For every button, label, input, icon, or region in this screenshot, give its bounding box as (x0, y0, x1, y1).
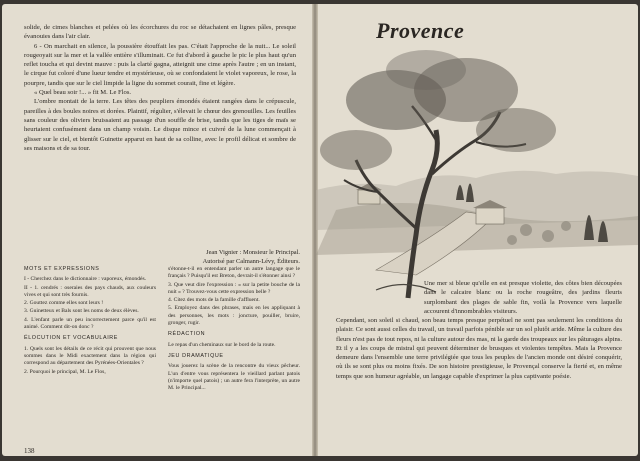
exercise-item: 4. Citez des mots de la famille d'affluent. (168, 297, 260, 304)
exercise-item: 2. Pourquoi le principal, M. Le Flos, (24, 368, 106, 375)
paragraph: « Quel beau soir !... » fit M. Le Flos. (34, 89, 132, 97)
section-heading: ÉLOCUTION ET VOCABULAIRE (24, 335, 118, 342)
paragraph: 6 - On marchait en silence, la poussière étouffait les pas. C'était l'approche de la nuit... Le soleil rougeoyait sur la mer et la vallée entière s'illuminait. Ce fut d'abord à gauche le pic le plus haut qu'un reflet toucha et qui devint mauve : puis la clarté gagna, atteignit une cime après l'autre ; en un instant, le cirque fut coloré d'une lueur tendre et mystérieuse, où se confondaient le violet vaporeux, le rose, la pourpre, tandis que sur le ciel limpide la ligne du sommet courait, fine et légère. (24, 42, 296, 87)
exercise-column-2 (168, 266, 300, 393)
page-number: 138 (24, 447, 35, 455)
page-title: Provence (376, 18, 465, 43)
intro-paragraph: Une mer si bleue qu'elle en est presque violette, des côtes bien découpées dans le calcaire blanc ou la roche rougeâtre, des jardins fleuris surplombant des plages de sable fin, voilà la Provence vers laquelle accourent d'innombrables visiteurs. (424, 280, 622, 315)
exercise-item: Vous jouerez la scène de la rencontre du vieux pêcheur. L'un d'entre vous représentera le vieillard parlant patois (n'importe quel patois) ; un autre fera l'interprète, un autre M. le Principal... (168, 363, 300, 392)
source-citation (140, 249, 300, 266)
provence-illustration (316, 40, 638, 300)
section-heading: RÉDACTION (168, 331, 206, 338)
paragraph: L'ombre montait de la terre. Les têtes des peupliers émondés étaient rangées dans le crépuscule, pareilles à des boules noires et dorées. Plaintif, régulier, s'élevait le chœur des grenouilles. Les feuilles sans couleur des oliviers bruissaient au passage d'un souffle de brise, tandis que les tiges de maïs se heurtaient confusément dans un champ voisin. Le disque mince et cuivré de la lune commençait à glisser sur le ciel, et bientôt Guinette apparut en haut de sa colline, avec le profil délicat et sombre de ses maisons et de sa tour. (24, 98, 296, 152)
exercise-item: 3. Que veut dire l'expression : « sur la petite bouche de la nuit » ? Trouvez-vous cette expression belle ? (168, 281, 300, 295)
section-heading: MOTS ET EXPRESSIONS (24, 266, 100, 272)
left-main-text (24, 23, 296, 153)
exercise-item: 2. Gouttez comme elles sont leurs ! (24, 300, 104, 307)
section-heading: JEU DRAMATIQUE (168, 352, 224, 359)
exercise-item: II - 1. cendrés : oseraies des pays chauds, aux couleurs vives et qui sont très fournis. (24, 284, 156, 298)
source-line: Jean Vignier : Monsieur le Principal. (206, 249, 300, 256)
paragraph: solide, de cimes blanches et pelées où les écorchures du roc se détachaient en lignes pâles, presque évanouies dans l'air clair. (24, 24, 296, 41)
source-line: Autorisé par Calmann-Lévy, Éditeurs. (202, 257, 300, 265)
exercise-item: I - Cherchez dans le dictionnaire : vaporeux, émondés. (24, 276, 147, 283)
exercise-item: Le repas d'un cheminaux sur le bord de la route. (168, 341, 276, 348)
exercise-item: 4. L'enfant parle un peu incorrectement parce qu'il est animé. Comment dit-on donc ? (24, 316, 156, 331)
exercise-item: 1. Quels sont les détails de ce récit qui prouvent que nous sommes dans le Midi exactement dans la région qui correspond au département des Pyrénées-Orientales ? (24, 345, 156, 367)
main-paragraph: Cependant, son soleil si chaud, son beau temps presque perpétuel ne sont pas seulement les conditions du plaisir. Ce sont aussi celles du travail, un travail parfois pénible sur un sol plutôt aride. Même la culture des fleurs n'est pas de tout repos, ni la culture autour des mas, ni la garde des troupeaux sur les pâturages alpins. Et il y a les coups de mistral qui peuvent déterminer de brusques et violentes tempêtes. Mais la Provence demeure dans l'ensemble une terre privilégiée que tous les peuples de l'ancien monde ont désiré conquérir, où ils se sont plus ou moins fixés. De son histoire prestigieuse, le Provençal conserve la fierté et, en même temps que son humeur agréable, un langage capable d'exprimer la plus captivante poésie. (336, 317, 622, 380)
exercise-item: 3. Guinetteux et Bals sont les noms de deux élèves. (24, 308, 139, 315)
exercise-column-1 (24, 266, 156, 377)
exercise-item: 5. Employez dans des phrases, mais en les appliquant à des personnes, les mots : joncture, pouiller, bruire, gronger, rugir. (168, 305, 300, 327)
exercise-item: s'étonne-t-il en entendant parler un autre langage que le français ? Puisqu'il est Breton, devrait-il s'étonner ainsi ? (168, 266, 300, 280)
